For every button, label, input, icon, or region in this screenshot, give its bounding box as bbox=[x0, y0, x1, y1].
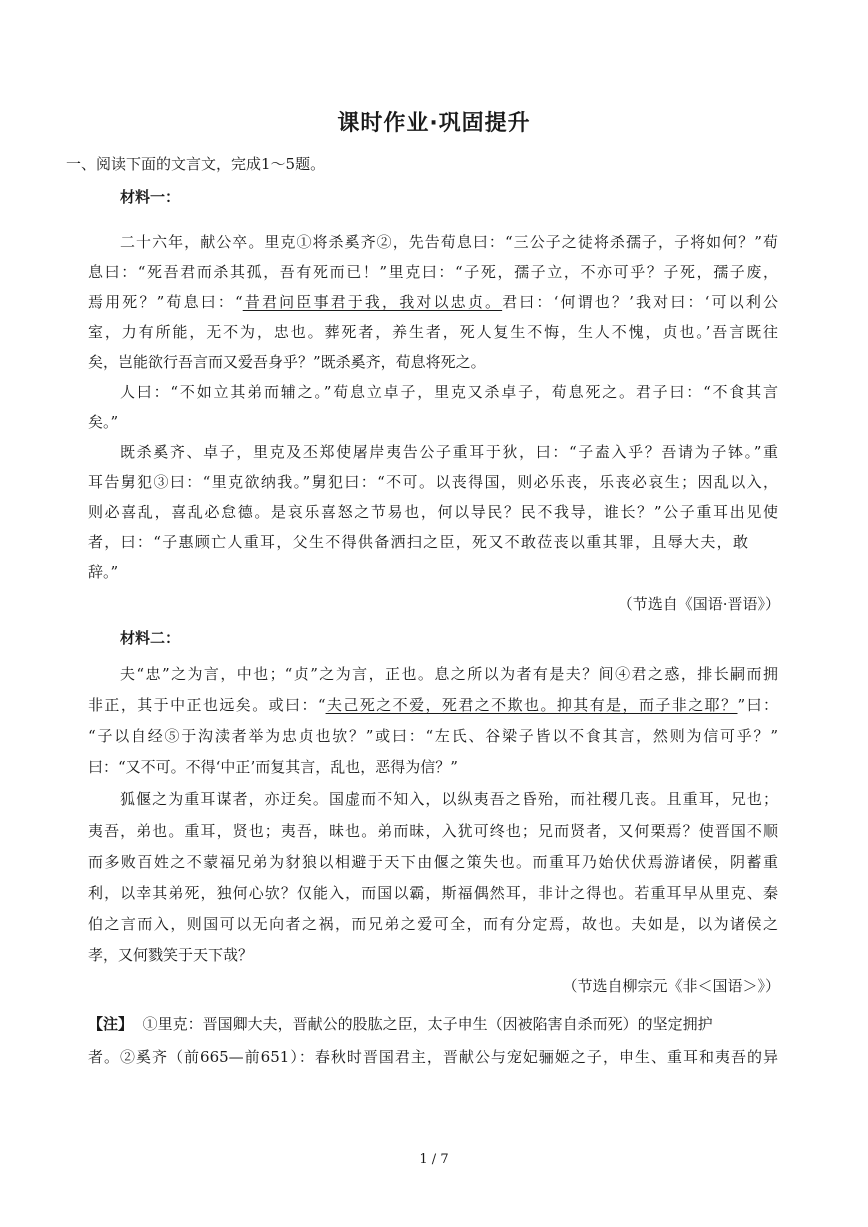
material1-text: 焉用死？”荀息曰：“ bbox=[88, 293, 243, 311]
material2-source: （节选自柳宗元《非＜国语＞》） bbox=[562, 977, 780, 995]
material2-line: 狐偃之为重耳谋者，亦迂矣。国虚而不知入，以纵夷吾之昏殆，而社稷几丧。且重耳，兄也； bbox=[120, 790, 778, 808]
underlined-sentence: 夫己死之不爱，死君之不欺也。抑其有是，而子非之耶？ bbox=[325, 696, 738, 714]
material1-text: 君曰：‘何谓也？’我对曰：‘可以利公 bbox=[502, 293, 778, 311]
underlined-sentence: 昔君问臣事君于我，我对以忠贞。 bbox=[242, 293, 503, 311]
material1-line: 耳告舅犯③曰：“里克欲纳我。”舅犯曰：“不可。以丧得国，则必乐丧，乐丧必哀生；因乱以入， bbox=[88, 473, 778, 491]
material2-line: 夫“忠”之为言，中也；“贞”之为言，正也。息之所以为者有是夫？间④君之惑，排长嗣而拥 bbox=[120, 665, 778, 683]
material1-line: 室，力有所能，无不为，忠也。葬死者，养生者，死人复生不悔，生人不愧，贞也。’吾言既往 bbox=[88, 323, 778, 341]
note-text: ①里克：晋国卿大夫，晋献公的股肱之臣，太子申生（因被陷害自杀而死）的坚定拥护 bbox=[142, 1015, 713, 1033]
material2-line: 而多败百姓之不蒙福兄弟为豺狼以相避于天下由偃之策失也。而重耳乃始伏伏焉游诸侯，阴蓄重 bbox=[88, 853, 778, 871]
material1-line: 息曰：“死吾君而杀其孤，吾有死而已！”里克曰：“子死，孺子立，不亦可乎？子死，孺子废， bbox=[88, 263, 778, 281]
material1-line bbox=[88, 292, 778, 312]
material1-line: 矣。” bbox=[88, 413, 119, 431]
material1-line: 则必喜乱，喜乱必怠德。是哀乐喜怒之节易也，何以导民？民不我导，谁长？”公子重耳出见使 bbox=[88, 503, 778, 521]
material2-text: 非正，其于中正也远矣。或曰：“ bbox=[88, 696, 326, 714]
page-title: 课时作业·巩固提升 bbox=[337, 111, 531, 136]
material2-text: ”曰： bbox=[737, 696, 779, 714]
material2-line: 利，以幸其弟死，独何心欤？仅能入，而国以霸，斯福偶然耳，非计之得也。若重耳早从里克、秦 bbox=[88, 884, 778, 902]
material1-line: 人曰：“不如立其弟而辅之。”荀息立卓子，里克又杀卓子，荀息死之。君子曰：“不食其言 bbox=[120, 383, 778, 401]
material2-line: “子以自经⑤于沟渎者举为忠贞也欤？”或曰：“左氏、谷梁子皆以不食其言，然则为信可乎？” bbox=[88, 727, 778, 745]
material1-line: 二十六年，献公卒。里克①将杀奚齐②，先告荀息曰：“三公子之徒将杀孺子，子将如何？”荀 bbox=[120, 233, 778, 251]
material2-line: 伯之言而入，则国可以无向者之祸，而兄弟之爱可全，而有分定焉，故也。夫如是，以为诸侯之 bbox=[88, 915, 778, 933]
material2-line: 夷吾，弟也。重耳，贤也；夷吾，昧也。弟而昧，入犹可终也；兄而贤者，又何栗焉？使晋国不顺 bbox=[88, 822, 778, 840]
note-label: 【注】 bbox=[88, 1015, 134, 1033]
page-number: 1 / 7 bbox=[419, 1152, 449, 1167]
note-line: 者。②奚齐（前665—前651）：春秋时晋国君主，晋献公与宠妃骊姬之子，申生、重耳和夷吾的异 bbox=[88, 1048, 778, 1066]
material2-line bbox=[88, 695, 778, 715]
question-instruction: 一、阅读下面的文言文，完成1～5题。 bbox=[66, 155, 326, 173]
material1-line: 者，曰：“子惠顾亡人重耳，父生不得供备洒扫之臣，死又不敢莅丧以重其罪，且辱大夫，敢 bbox=[88, 533, 748, 551]
material1-source: （节选自《国语·晋语》） bbox=[617, 595, 780, 613]
material2-heading: 材料二： bbox=[120, 629, 181, 647]
material2-line: 孝，又何戮笑于天下哉？ bbox=[88, 946, 254, 964]
material1-heading: 材料一： bbox=[120, 188, 181, 206]
material1-line: 矣，岂能欲行吾言而又爱吾身乎？”既杀奚齐，荀息将死之。 bbox=[88, 353, 486, 371]
note-line bbox=[88, 1014, 778, 1034]
material2-line: 曰：“又不可。不得‘中正’而复其言，乱也，恶得为信？” bbox=[88, 758, 458, 776]
material1-line: 既杀奚齐、卓子，里克及丕郑使屠岸夷告公子重耳于狄，曰：“子盍入乎？吾请为子钵。”重 bbox=[120, 443, 778, 461]
material1-line: 辞。” bbox=[88, 563, 119, 581]
